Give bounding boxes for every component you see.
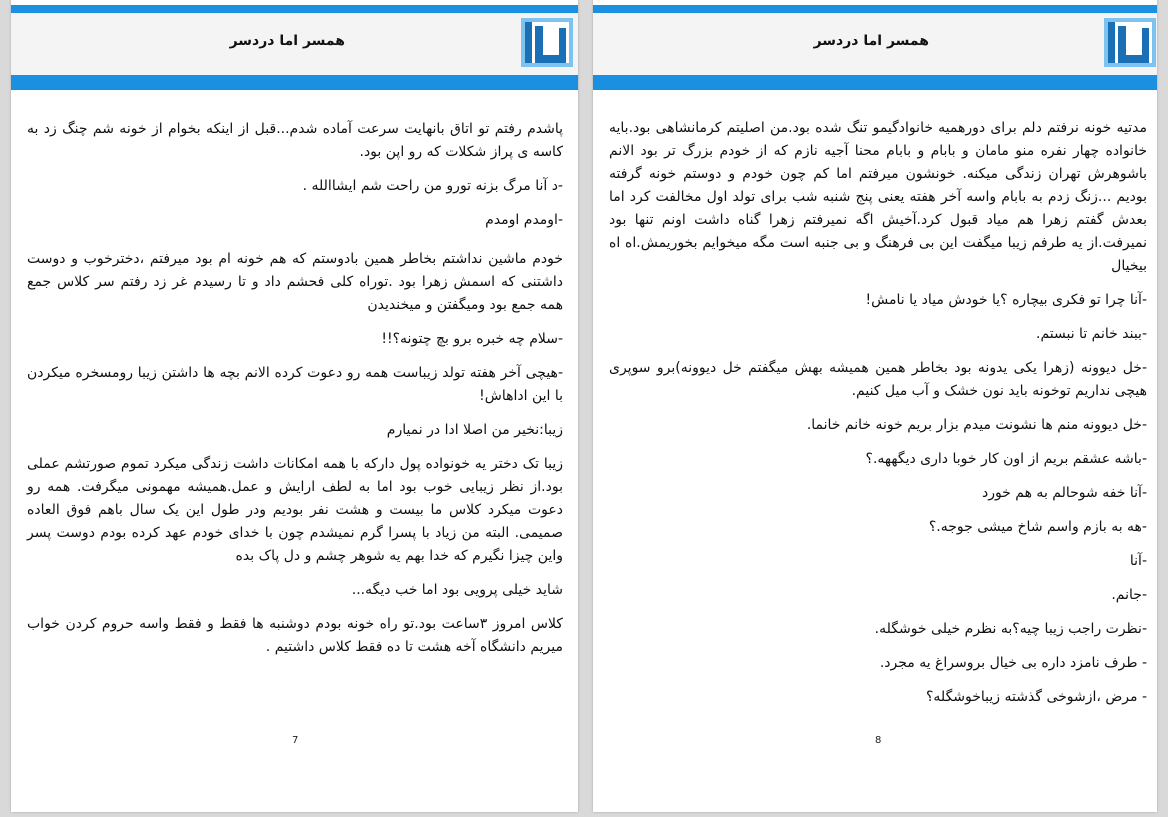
paragraph: -خل دیوونه منم ها نشونت میدم بزار بریم خونه خانم خانما.: [806, 417, 1147, 433]
paragraph: کلاس امروز ۳ساعت بود.تو راه خونه بودم دوشنبه ها فقط و فقط واسه حروم کردن خواب میریم دانشگاه آخه هشت تا ده فقط کلاس داشتیم .: [27, 616, 563, 655]
paragraph: -هیچی آخر هفته تولد زیباست همه رو دعوت کرده الانم بچه ها داشتن زیبا رومسخره میکردن با این اداهاش!: [27, 365, 563, 404]
page-number: 7: [292, 735, 299, 746]
paragraph: پاشدم رفتم تو اتاق بانهایت سرعت آماده شدم...قبل از اینکه بخوام از خونه شم چنگ زد به کاسه ی پراز شکلات که رو اپن بود.: [27, 121, 563, 160]
paragraph: -خل دیوونه (زهرا یکی یدونه بود بخاطر همین همیشه بهش میگفتم خل دیوونه)برو سوپری هیچی نداریم توخونه باید نون خشک و آب میل کنیم.: [609, 360, 1147, 399]
paragraph: -باشه عشقم بریم از اون کار خوبا داری دیگههه.؟: [865, 451, 1147, 467]
paragraph: -اومدم اومدم: [485, 212, 563, 228]
header-bottom-stripe: [593, 75, 1157, 90]
paragraph: زیبا:نخیر من اصلا ادا در نمیارم: [386, 422, 563, 438]
paragraph: -ببند خانم تا نبستم.: [1036, 326, 1147, 342]
page-number: 8: [875, 735, 882, 746]
header-title: همسر اما دردسر: [229, 33, 345, 49]
paragraph: -هه به بازم واسم شاخ میشی جوجه.؟: [928, 519, 1147, 535]
page-body: [27, 118, 563, 670]
page-8: [593, 0, 1157, 812]
paragraph: شاید خیلی پرویی بود اما خب دیگه...: [351, 582, 563, 598]
paragraph: زیبا تک دختر یه خونواده پول دارکه با همه امکانات داشت زندگی میکرد تموم صورتشم عملی بود.از نظر زیبایی خوب بود اما به لطف ارایش و عمل.همیشه مهمونی میگرفت. همه رو دعوت میکرد کلاس ما بیست و هشت نفر بودیم ودر طول این یک سال باهم فوق العاده صمیمی. البته من زیاد با پسرا گرم نمیشدم چون با خدای خودم عهد کرده بودم دوست پسر واین چیزا نگیرم که خدا بهم یه شوهر چشم و دل پاک بده: [27, 456, 563, 564]
paragraph: - مرض ،ازشوخی گذشته زیباخوشگله؟: [926, 689, 1147, 705]
paragraph: -سلام چه خبره برو بچ چتونه؟!!: [381, 331, 563, 347]
header-bottom-stripe: [11, 75, 578, 90]
paragraph: -نظرت راجب زیبا چیه؟به نظرم خیلی خوشگله.: [874, 621, 1147, 637]
paragraph: خودم ماشین نداشتم بخاطر همین بادوستم که هم خونه ام بود میرفتم ،دخترخوب و دوست داشتنی که اسمش زهرا بود .توراه کلی فحشم داد و تا رسیدم غر زد رفتم سر کلاس جمع همه جمع بود ومیگفتن و میخندیدن: [27, 251, 563, 313]
paragraph: مدتیه خونه نرفتم دلم برای دورهمیه خانوادگیمو تنگ شده بود.من اصلیتم کرمانشاهی بود.بایه خانواده چهار نفره منو مامان و بابام و بابام محنا آجیه نازم که از خودم بزرگ تر بود الانم باشوهرش تهران زندگی میکنه. خونشون میرفتم اما کم چون خودم و دوستم خونه گرفته بودیم ...زنگ زدم به بابام واسه آخر هفته یعنی پنج شنبه شب برای تولد اول مخالفت کرد اما بعدش گفتم زهرا هم میاد قبول کرد.آخیش اگه نمیرفتم زهرا گناه داشت اونم تنها بود نمیرفت.از یه طرفم زیبا میگفت این بی فرهنگ و بی جنبه است مگه میخوایم بخوریمش.اه اه بیخیال: [609, 120, 1147, 274]
paragraph: - طرف نامزد داره بی خیال بروسراغ یه مجرد.: [879, 655, 1147, 671]
paragraph: -آنا خفه شوحالم به هم خورد: [981, 485, 1147, 501]
page-7: [11, 0, 578, 812]
header-title: همسر اما دردسر: [813, 33, 929, 49]
header-top-stripe: [593, 5, 1157, 13]
header-top-stripe: [11, 5, 578, 13]
paragraph: -جانم.: [1111, 587, 1147, 603]
paragraph: -آنا چرا تو فکری بیچاره ؟یا خودش میاد یا نامش!: [865, 292, 1147, 308]
book-logo-icon: [1104, 18, 1156, 67]
paragraph: -آنا: [1129, 553, 1147, 569]
page-body: [609, 117, 1147, 720]
paragraph: -د آنا مرگ بزنه تورو من راحت شم ایشاالله .: [302, 178, 563, 194]
book-logo-icon: [521, 18, 573, 67]
